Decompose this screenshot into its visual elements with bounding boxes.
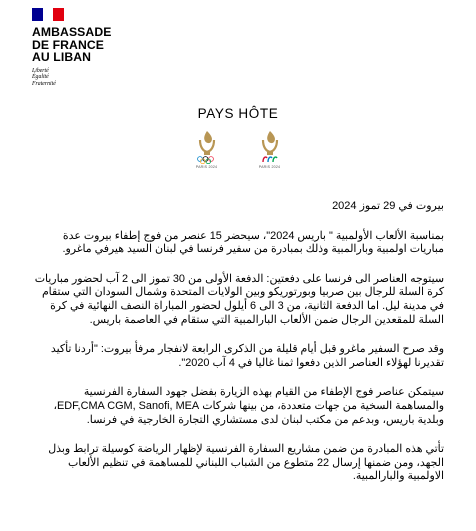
paragraph: وقد صرح السفير ماغرو قبل أيام قليلة من الذكرى الرابعة لانفجار مرفأ بيروت: "أردنا تأكيد تقديرنا لهؤلاء العناصر الذين دفعوا ثمنا غاليا في 4 آب 2020".: [50, 343, 444, 369]
paragraph: سيتمكن عناصر فوج الإطفاء من القيام بهذه الزيارة بفضل جهود السفارة الفرنسية والمساهمة السخية من جهات متعددة، من بينها شركات EDF,CMA CGM, Sanofi, MEA، وبلدية باريس، وبدعم من مكتب لبنان لدى مستشاري التجارة الخارجية في فرنسا.: [53, 386, 444, 426]
republic-motto: [32, 68, 212, 88]
paragraph: سيتوجه العناصر الى فرنسا على دفعتين: الدفعة الأولى من 30 تموز الى 2 آب لحضور مباريات كرة السلة للرجال بين صربيا وبورتوريكو وبين الولايات المتحدة وشمال السودان التي ستقام في مدينة ليل. اما الدفعة الثانية، من 3 الى 6 أيلول لحضور المباراة النصف النهائية في كرة السلة للمقعدين الرجال ضمن الألعاب البارالمبية التي ستقام في العاصمة باريس.: [34, 272, 444, 326]
press-release-body: [34, 200, 444, 500]
embassy-name: [32, 26, 212, 64]
paragraph: تأتي هذه المبادرة من ضمن مشاريع السفارة الفرنسية لإظهار الرياضة كوسيلة ترابط وبذل الجهد، ومن ضمنها إرسال 22 متطوع من الشباب اللبناني للمساهمة في تنظيم الألعاب الاولمبية والبارالمبية.: [48, 443, 444, 483]
paralympic-logo: [250, 128, 290, 169]
embassy-name-line: AU LIBAN: [32, 50, 92, 65]
olympic-logo-caption: PARIS 2024: [195, 165, 218, 169]
paris-2024-logos: [0, 128, 476, 169]
release-date: بيروت في 29 تموز 2024: [332, 200, 444, 212]
page-title: PAYS HÔTE: [197, 106, 279, 121]
olympic-logo: [187, 128, 227, 169]
motto-line: Égalité: [32, 74, 49, 81]
paralympic-emblem-icon: [250, 128, 290, 164]
french-flag-icon: [32, 8, 64, 21]
paralympic-logo-caption: PARIS 2024: [258, 165, 281, 169]
motto-line: Liberté: [32, 67, 49, 74]
embassy-name-line: AMBASSADE: [32, 25, 112, 39]
embassy-name-line: DE FRANCE: [32, 37, 104, 52]
paragraph: بمناسبة الألعاب الأولمبية " باريس 2024"، سيحضر 15 عنصر من فوج إطفاء بيروت عدة مباريات اولمبية وبارالمبية وذلك بمبادرة من سفير فرنسا في لبنان السيد هيرفي ماغرو.: [62, 229, 444, 256]
embassy-header: [32, 8, 212, 88]
motto-line: Fraternité: [32, 80, 56, 87]
olympic-emblem-icon: [187, 128, 227, 164]
